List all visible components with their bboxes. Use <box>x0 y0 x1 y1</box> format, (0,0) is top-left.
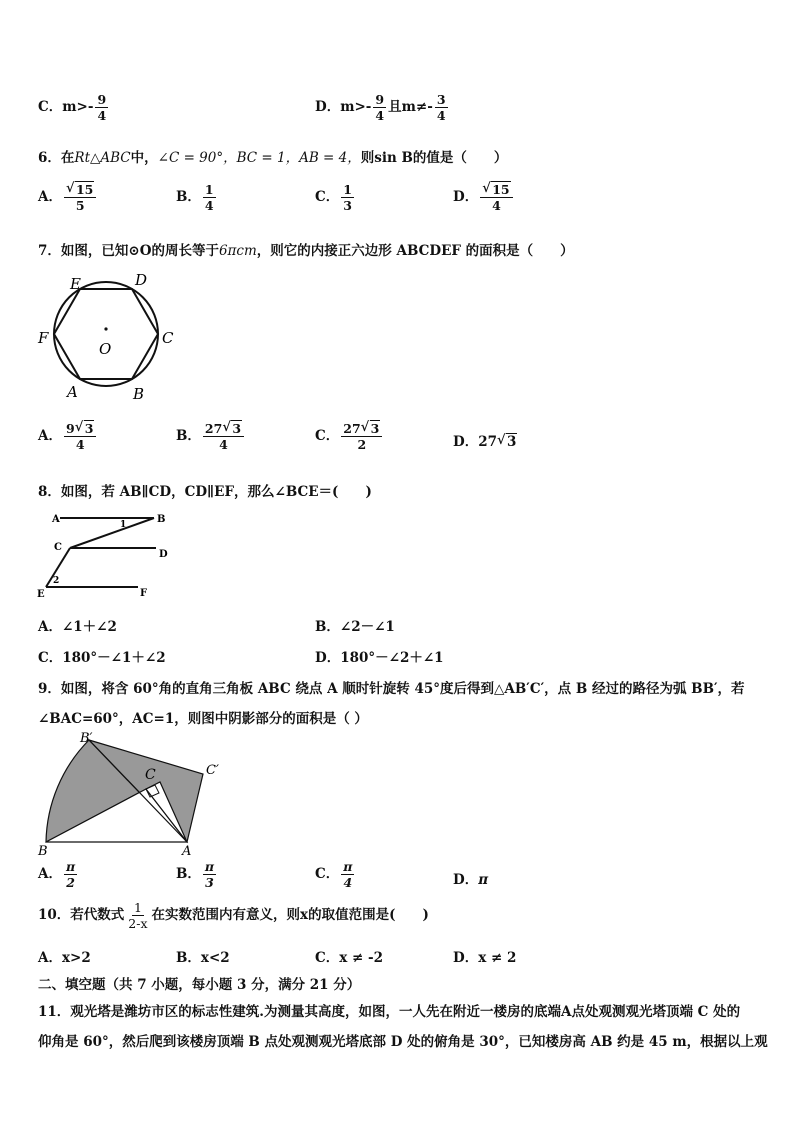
q8-option-c: C．180°－∠1＋∠2 <box>38 650 166 666</box>
q6-option-a: A． √ $\frac{15}{5}$ <box>38 182 98 213</box>
q8-label-b: B <box>157 514 166 525</box>
q5-option-d-label: D．m>- <box>315 99 372 115</box>
q9-option-c: C． $\frac{\pi}{4}$ <box>315 859 353 890</box>
q5-option-d-mid: 且m≠- <box>388 99 433 115</box>
q8-angle-2: 2 <box>53 576 60 586</box>
q8-segment-cb <box>70 518 154 548</box>
q8-option-b: B．∠2－∠1 <box>315 619 395 635</box>
q9-label-a: A <box>182 844 192 858</box>
q8-label-a: A <box>52 514 60 525</box>
q9-option-d: D．π <box>453 872 489 888</box>
q8-option-d: D．180°－∠2＋∠1 <box>315 650 444 666</box>
q7-option-c: C． $\frac{27√ 3}{2}$ <box>315 421 384 452</box>
q8-label-c: C <box>54 542 62 553</box>
q5-option-c-fraction: $\frac{9}{4}$ <box>97 92 107 123</box>
q7-label-f: F <box>38 329 49 347</box>
q6-stem: 6．在Rt△ABC中，∠C = 90°，BC = 1，AB = 4，则sin B的值是（ ） <box>38 150 508 166</box>
q6-option-b: B． $\frac{1}{4}$ <box>176 182 214 213</box>
q5-option-d-fraction-1: $\frac{9}{4}$ <box>375 92 385 123</box>
q7-center-point <box>104 327 107 330</box>
q7-label-a: A <box>67 383 78 401</box>
q7-label-d: D <box>135 271 148 289</box>
q7-option-d: D．27√ 3 <box>453 430 517 450</box>
q10-stem: 10．若代数式 $\frac{1}{2-x}$ 在实数范围内有意义，则x的取值范围是( ) <box>38 900 429 931</box>
q7-stem: 7．如图，已知⊙O的周长等于6πcm，则它的内接正六边形 ABCDEF 的面积是（ ） <box>38 243 574 259</box>
q9-option-b: B． $\frac{\pi}{3}$ <box>176 859 215 890</box>
q8-parallel-lines-figure <box>34 505 184 600</box>
q9-option-a: A． $\frac{\pi}{2}$ <box>38 859 76 890</box>
q9-label-b: B <box>38 844 48 858</box>
q5-option-d <box>315 92 450 123</box>
q7-option-a: A． $\frac{9√ 3}{4}$ <box>38 421 98 452</box>
section-2-heading: 二、填空题（共 7 小题，每小题 3 分，满分 21 分） <box>38 977 361 993</box>
q8-label-d: D <box>159 549 168 560</box>
q8-label-e: E <box>37 589 45 600</box>
q6-conditions: ∠C = 90°，BC = 1，AB = 4， <box>157 150 361 166</box>
q8-angle-1: 1 <box>120 520 127 530</box>
q9-stem-line-2: ∠BAC=60°，AC=1，则图中阴影部分的面积是（ ） <box>38 711 368 727</box>
q7-hexagon-figure <box>34 268 184 402</box>
q10-option-a: A．x>2 <box>38 950 91 966</box>
q7-label-c: C <box>162 329 174 347</box>
q10-option-b: B．x<2 <box>176 950 230 966</box>
q6-option-d: D． √ $\frac{15}{4}$ <box>453 182 515 213</box>
q10-option-c: C．x ≠ -2 <box>315 950 384 966</box>
q9-label-c-prime: C′ <box>206 763 219 778</box>
q7-circumference: 6πcm <box>218 243 257 259</box>
q7-option-b: B． $\frac{27√ 3}{4}$ <box>176 421 246 452</box>
q5-option-c-label: C．m>- <box>38 99 94 115</box>
q9-label-b-prime: B′ <box>80 731 93 746</box>
q8-label-f: F <box>140 588 148 599</box>
q10-fraction: $\frac{1}{2-x}$ <box>128 900 148 931</box>
q7-label-b: B <box>133 385 145 402</box>
q8-stem: 8．如图，若 AB∥CD，CD∥EF，那么∠BCE＝( ) <box>38 484 372 500</box>
q11-line-1: 11．观光塔是潍坊市区的标志性建筑.为测量其高度，如图，一人先在附近一楼房的底端A点处观测观光塔顶端 C 处的 <box>38 1004 741 1020</box>
q5-option-c <box>38 92 110 123</box>
q10-option-d: D．x ≠ 2 <box>453 950 517 966</box>
q6-triangle: Rt△ABC <box>74 150 131 166</box>
q9-rotation-figure <box>34 728 234 858</box>
q6-option-c: C． $\frac{1}{3}$ <box>315 182 352 213</box>
q5-option-d-fraction-2: $\frac{3}{4}$ <box>436 92 446 123</box>
q8-option-a: A．∠1＋∠2 <box>38 619 117 635</box>
q11-line-2: 仰角是 60°，然后爬到该楼房顶端 B 点处观测观光塔底部 D 处的俯角是 30°，已知楼房高 AB 约是 45 m，根据以上观 <box>38 1034 768 1050</box>
q7-circle <box>54 282 158 386</box>
q9-label-c: C <box>145 767 156 783</box>
q9-stem-line-1: 9．如图，将含 60°角的直角三角板 ABC 绕点 A 顺时针旋转 45°度后得到△AB′C′，点 B 经过的路径为弧 BB′，若 <box>38 681 745 697</box>
q7-label-o: O <box>99 340 112 358</box>
q7-label-e: E <box>70 275 81 293</box>
q7-hexagon <box>54 289 158 379</box>
